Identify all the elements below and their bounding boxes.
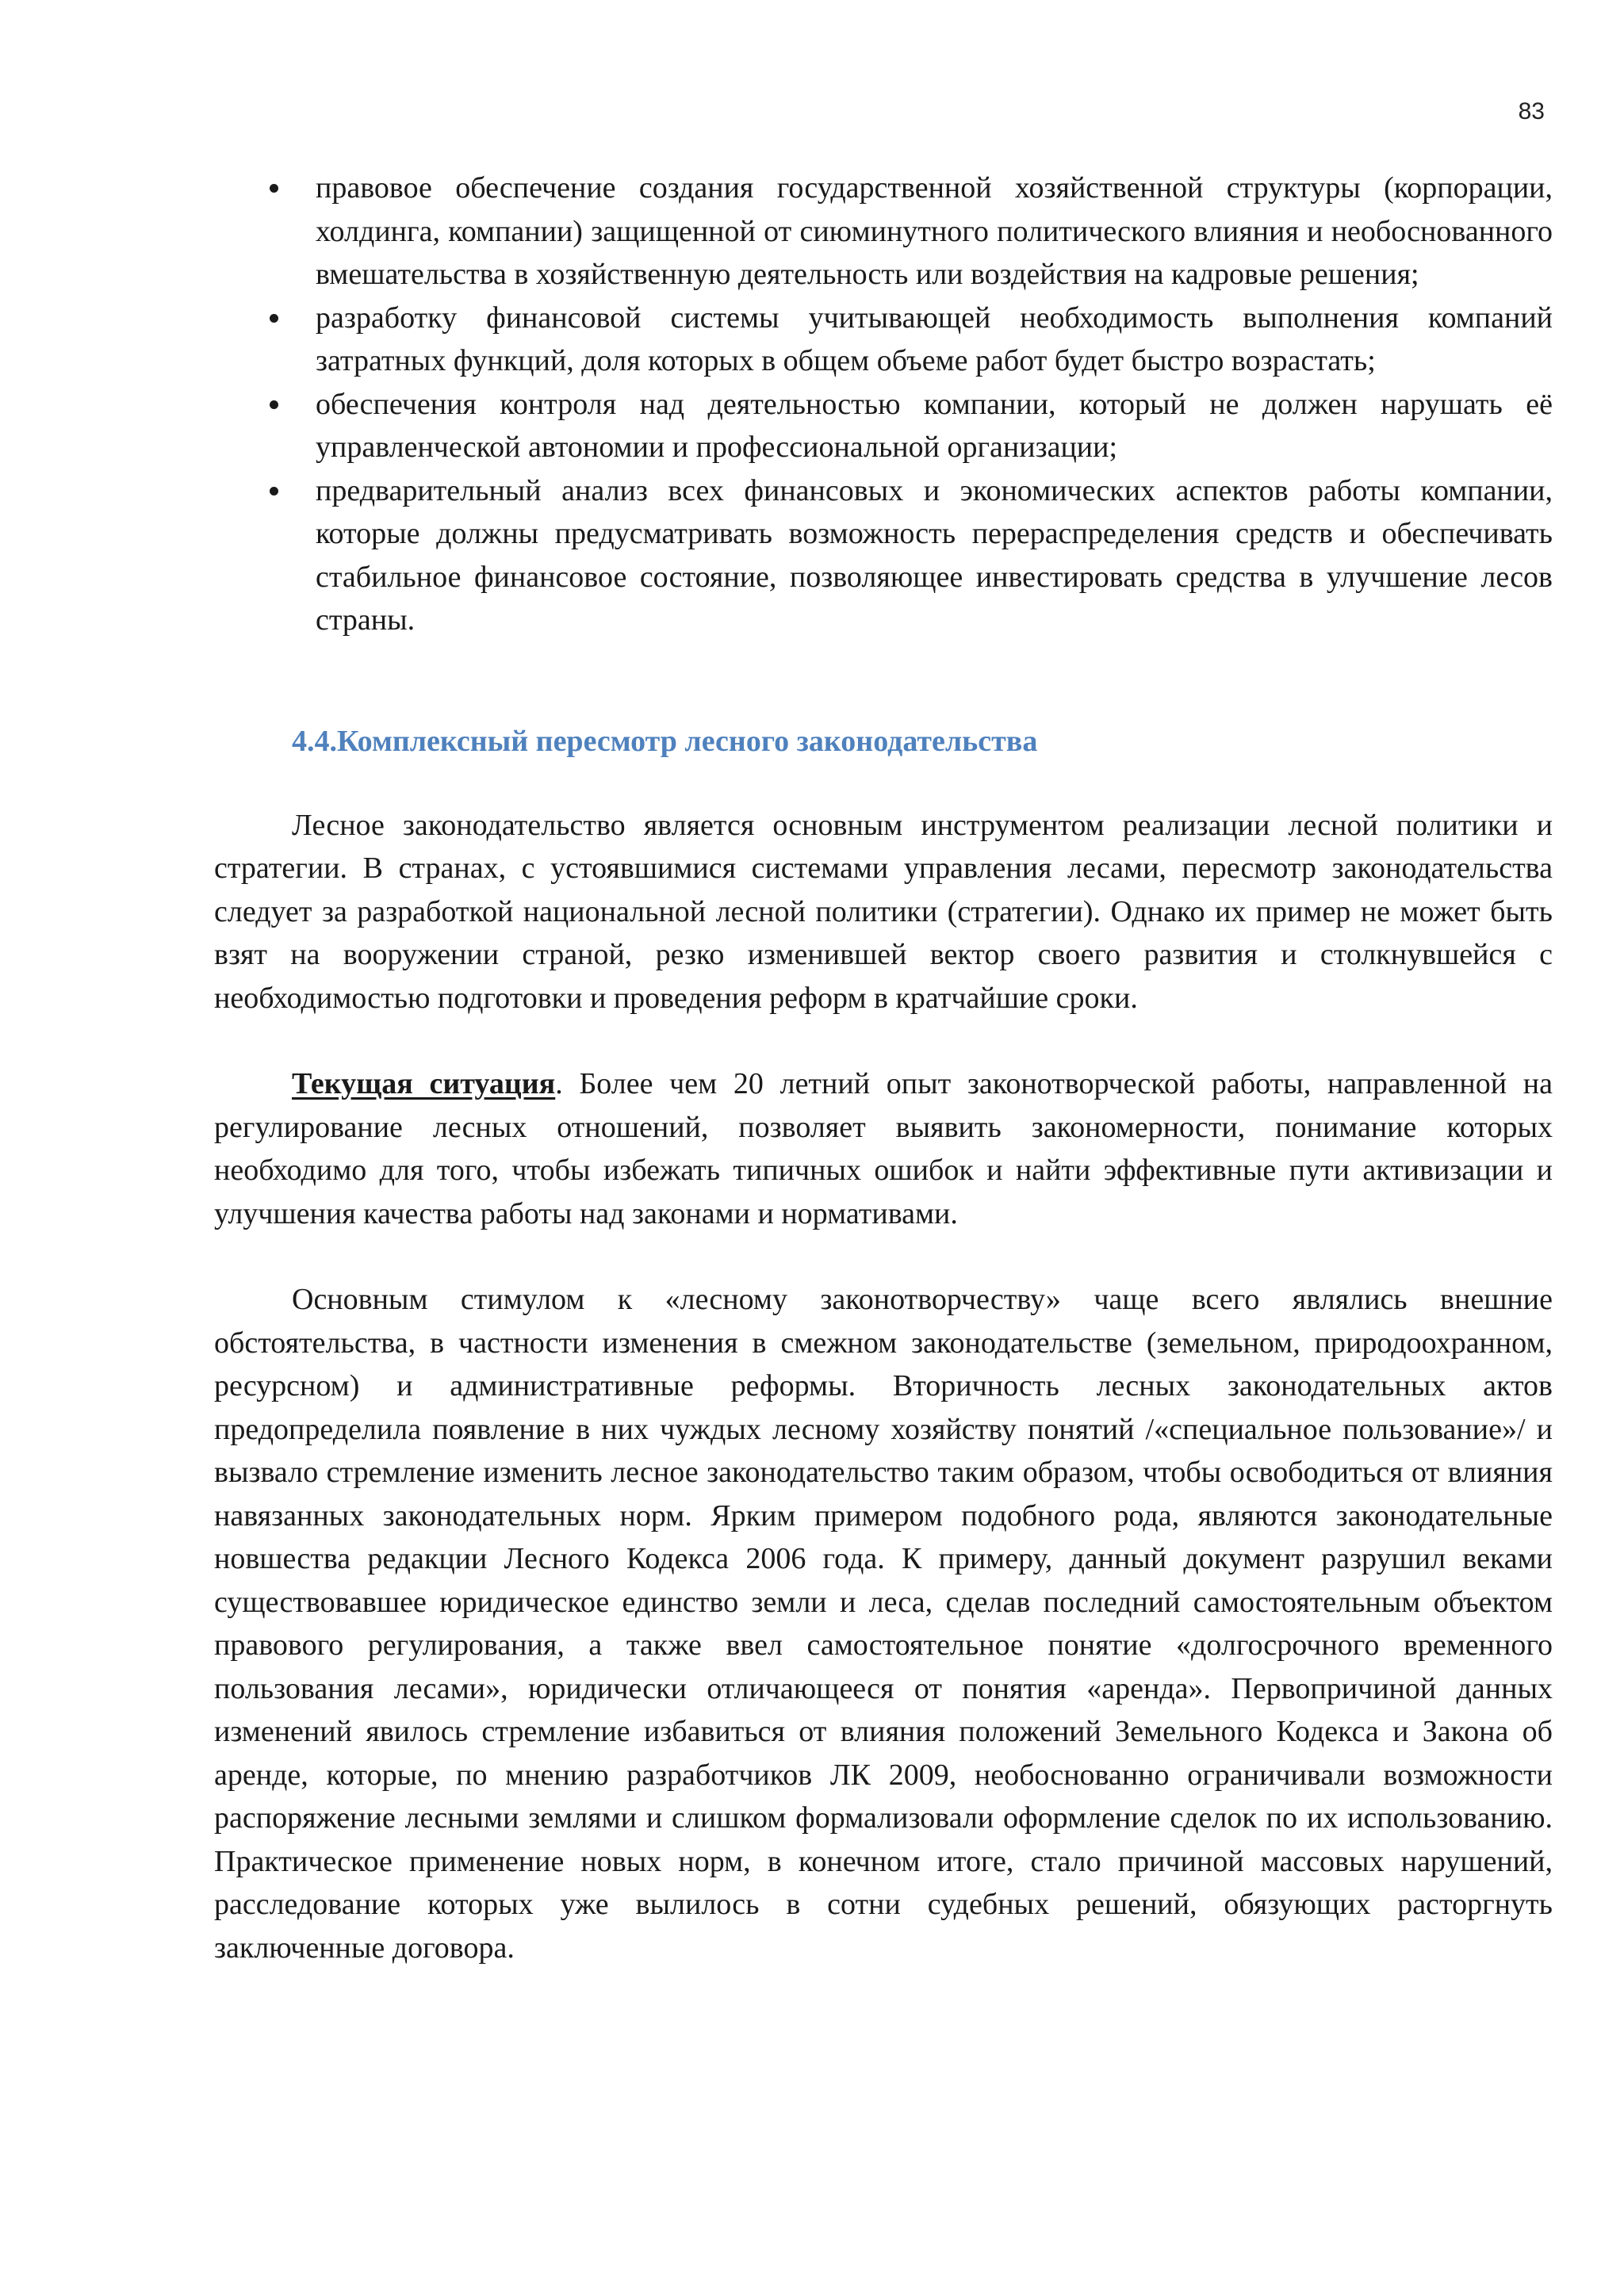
run-in-heading: Текущая ситуация bbox=[292, 1067, 556, 1100]
paragraph-intro: Лесное законодательство является основным инструментом реализации лесной политики и стратегии. В странах, с устоявшимися системами управления лесами, пересмотр законодательства следует за разработкой национальной лесной политики (стратегии). Однако их пример не может быть взят на вооружении страной, резко изменившей вектор своего развития и столкнувшейся с необходимостью подготовки и проведения реформ в кратчайшие сроки. bbox=[214, 808, 1553, 1015]
list-item-text: предварительный анализ всех финансовых и экономических аспектов работы компании, которые должны предусматривать возможность перераспределения средств и обеспечивать стабильное финансовое состояние, позволяющее инвестировать средства в улучшение лесов страны. bbox=[316, 473, 1553, 637]
list-item bbox=[316, 469, 1553, 642]
list-item bbox=[316, 297, 1553, 383]
list-item-text: обеспечения контроля над деятельностью компании, который не должен нарушать её управленческой автономии и профессиональной организации; bbox=[316, 387, 1553, 464]
list-item-text: разработку финансовой системы учитывающей необходимость выполнения компаний затратных функций, доля которых в общем объеме работ будет быстро возрастать; bbox=[316, 300, 1553, 377]
list-item bbox=[316, 166, 1553, 297]
bullet-icon bbox=[270, 184, 278, 193]
bullet-icon bbox=[270, 487, 278, 496]
section-heading: 4.4.Комплексный пересмотр лесного законодательства bbox=[292, 724, 1038, 758]
list-item bbox=[316, 383, 1553, 469]
paragraph-stimulus: Основным стимулом к «лесному законотворчеству» чаще всего являлись внешние обстоятельства, в частности изменения в смежном законодательстве (земельном, природоохранном, ресурсном) и административные реформы. Вторичность лесных законодательных актов предопределила появление в них чуждых лесному хозяйству понятий /«специальное пользование»/ и вызвало стремление изменить лесное законодательство таким образом, чтобы освободиться от влияния навязанных законодательных норм. Ярким примером подобного рода, являются законодательные новшества редакции Лесного Кодекса 2006 года. К примеру, данный документ разрушил веками существовавшее юридическое единство земли и леса, сделав последний самостоятельным объектом правового регулирования, а также ввел самостоятельное понятие «долгосрочного временного пользования лесами», юридически отличающееся от понятия «аренда». Первопричиной данных изменений явилось стремление избавиться от влияния положений Земельного Кодекса и Закона об аренде, которые, по мнению разработчиков ЛК 2009, необоснованно ограничивали возможности распоряжение лесными землями и слишком формализовали оформление сделок по их использованию. Практическое применение новых норм, в конечном итоге, стало причиной массовых нарушений, расследование которых уже вылилось в сотни судебных решений, обязующих расторгнуть заключенные договора. bbox=[214, 1283, 1553, 1965]
list-item-text: правовое обеспечение создания государственной хозяйственной структуры (корпорации, холдинга, компании) защищенной от сиюминутного политического влияния и необоснованного вмешательства в хозяйственную деятельность или воздействия на кадровые решения; bbox=[316, 171, 1553, 291]
document-body bbox=[214, 166, 1553, 1969]
paragraph-current-situation bbox=[214, 1062, 1553, 1235]
page-number: 83 bbox=[1518, 98, 1545, 124]
paragraph-text: . Более чем 20 летний опыт законотворческой работы, направленной на регулирование лесных отношений, позволяет выявить закономерности, понимание которых необходимо для того, чтобы избежать типичных ошибок и найти эффективные пути активизации и улучшения качества работы над законами и нормативами. bbox=[214, 1067, 1553, 1230]
bullet-icon bbox=[270, 400, 278, 409]
bullet-icon bbox=[270, 314, 278, 323]
bullet-list bbox=[214, 166, 1553, 642]
